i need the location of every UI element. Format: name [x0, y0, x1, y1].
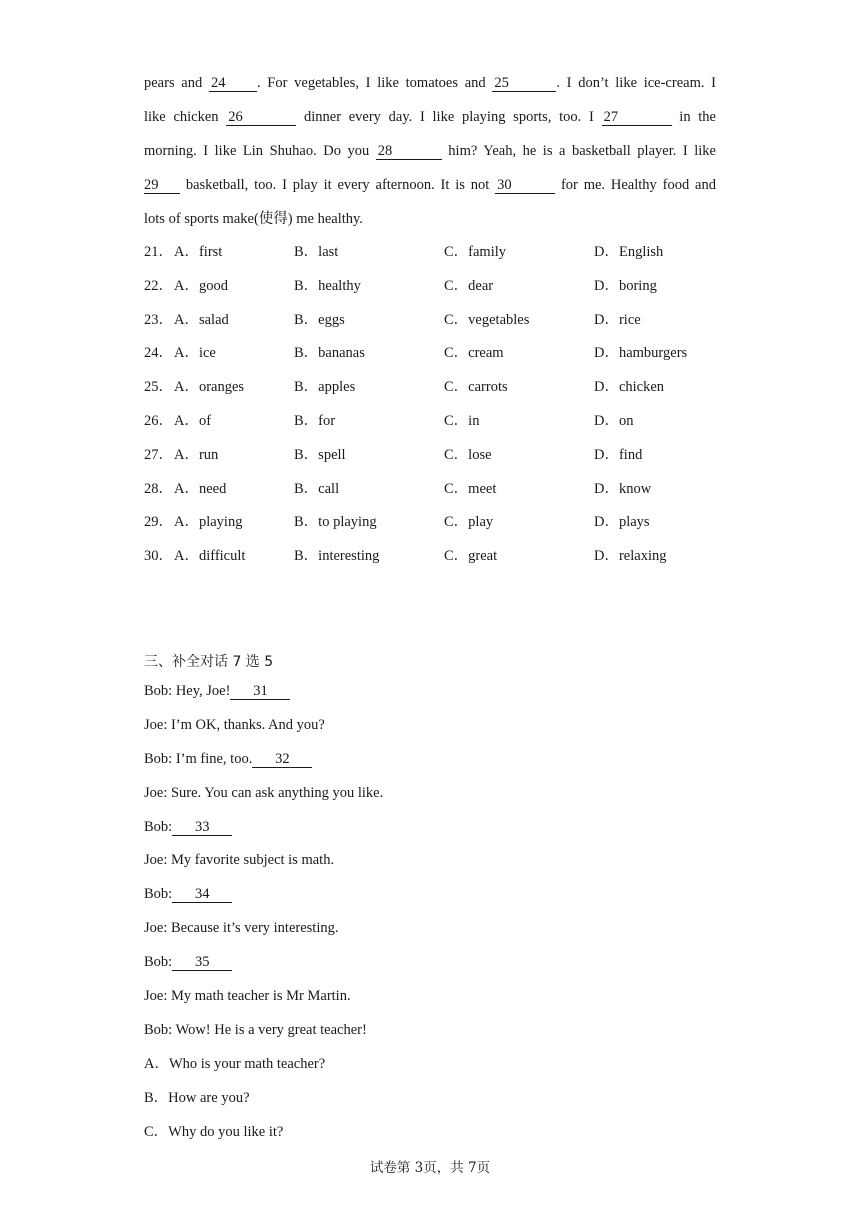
question-row [144, 404, 744, 438]
option-a: A．of [174, 412, 212, 429]
option-d: D．find [594, 446, 643, 463]
option-a: A．oranges [174, 379, 245, 396]
question-number: 25． [144, 379, 173, 396]
page-footer: 试卷第 3页，共 7页 [369, 1160, 491, 1176]
dialog-line [144, 708, 716, 742]
option-b: B．healthy [294, 277, 361, 294]
option-b: B．interesting [294, 548, 380, 565]
option-a: A．salad [174, 311, 229, 328]
dialog-line [144, 877, 716, 911]
passage-line [144, 168, 716, 202]
dialog-text: Bob: Hey, Joe! [144, 683, 231, 699]
passage-text: basketball, too. I play it every afternoon. It is not [180, 177, 496, 193]
dialog-line [144, 742, 716, 776]
question-row [144, 370, 744, 404]
option-a: A．first [174, 244, 223, 260]
option-a: A．need [174, 480, 227, 497]
passage-text: for me. Healthy food and [555, 177, 716, 193]
dialog-line [144, 945, 716, 979]
option-a: A．good [174, 277, 228, 294]
dialog-text: Joe: I’m OK, thanks. And you? [144, 716, 325, 733]
question-row [144, 505, 744, 539]
dialog-text: Joe: Sure. You can ask anything you like. [144, 784, 384, 801]
option-b: B．eggs [294, 311, 345, 328]
dialog-line [144, 674, 716, 708]
option-d: D．chicken [594, 379, 665, 396]
blank-26: 26 [226, 109, 296, 126]
passage-text: like chicken [144, 109, 227, 125]
option-d: D．rice [594, 311, 641, 328]
dialog-line [144, 979, 716, 1013]
blank-24: 24 [209, 75, 257, 92]
question-row [144, 438, 744, 472]
question-row [144, 336, 744, 370]
dialog-line [144, 1081, 716, 1115]
dialog-text: Bob: [144, 818, 173, 835]
dialog-line [144, 911, 716, 945]
dialog-text: Bob: Wow! He is a very great teacher! [144, 1021, 367, 1038]
passage-line [144, 66, 716, 100]
option-d: D．on [594, 412, 634, 429]
option-c: C．cream [444, 345, 504, 362]
dialog-line [144, 843, 716, 877]
blank-32: 32 [252, 751, 312, 768]
question-row [144, 539, 744, 573]
question-number: 28． [144, 480, 173, 497]
dialog-line [144, 1115, 716, 1149]
option-d: D．relaxing [594, 548, 667, 565]
passage-text: dinner every day. I like playing sports, too. I [296, 109, 602, 125]
option-c: C．vegetables [444, 311, 530, 328]
dialog-text: Joe: My math teacher is Mr Martin. [144, 988, 351, 1005]
dialog-line [144, 776, 716, 810]
option-b: B．to playing [294, 514, 377, 531]
option-c: C．play [444, 514, 494, 531]
option-a: A．ice [174, 345, 216, 362]
blank-34: 34 [172, 886, 232, 903]
option-c: C．great [444, 548, 498, 565]
question-number: 26． [144, 412, 173, 429]
passage-line [144, 100, 716, 134]
option-b: B．call [294, 480, 340, 497]
question-number: 30． [144, 548, 173, 565]
blank-29: 29 [144, 177, 180, 194]
option-a: A．difficult [174, 548, 246, 565]
option-c: C．family [444, 244, 507, 260]
passage-text: him? Yeah, he is a basketball player. I like [441, 143, 716, 159]
blank-27: 27 [602, 109, 672, 126]
option-b: B．spell [294, 446, 346, 463]
option-d: D．English [594, 244, 664, 260]
option-d: D．hamburgers [594, 345, 688, 362]
dialog-line [144, 1047, 716, 1081]
question-number: 23． [144, 311, 173, 328]
cloze-passage [144, 66, 716, 236]
blank-25: 25 [492, 75, 556, 92]
option-b: B．last [294, 244, 339, 260]
blank-35: 35 [172, 954, 232, 971]
option-d: D．know [594, 480, 652, 497]
dialog-section [144, 674, 716, 1148]
dialog-line [144, 810, 716, 844]
option-d: D．plays [594, 514, 650, 531]
blank-28: 28 [376, 143, 442, 160]
dialog-text: Bob: [144, 886, 173, 903]
blank-33: 33 [172, 819, 232, 836]
dialog-text: Joe: Because it’s very interesting. [144, 920, 339, 937]
dialog-line [144, 1013, 716, 1047]
question-row [144, 472, 744, 506]
dialog-text: Joe: My favorite subject is math. [144, 852, 335, 869]
passage-text: . I don’t like ice-cream. I [556, 75, 717, 91]
option-d: D．boring [594, 277, 657, 294]
dialog-text: Bob: [144, 954, 173, 971]
passage-text: pears and [144, 75, 209, 91]
blank-31: 31 [230, 683, 290, 700]
question-options [144, 235, 744, 573]
option-a: A．playing [174, 514, 243, 531]
blank-30: 30 [495, 177, 555, 194]
question-number: 24． [144, 345, 173, 362]
dialog-text: B．How are you? [144, 1089, 250, 1106]
dialog-text: A．Who is your math teacher? [144, 1055, 326, 1072]
option-c: C．meet [444, 480, 497, 497]
passage-text: morning. I like Lin Shuhao. Do you [144, 143, 376, 159]
option-c: C．in [444, 412, 480, 429]
option-b: B．for [294, 412, 336, 429]
option-c: C．dear [444, 277, 494, 294]
section-title: 三、补全对话 7 选 5 [144, 654, 274, 670]
question-number: 22． [144, 277, 173, 294]
question-number: 27． [144, 446, 173, 463]
option-c: C．lose [444, 446, 492, 463]
passage-text: in the [671, 109, 716, 125]
question-row [144, 235, 744, 269]
question-row [144, 303, 744, 337]
question-row [144, 269, 744, 303]
passage-text: . For vegetables, I like tomatoes and [256, 75, 493, 91]
option-b: B．bananas [294, 345, 365, 362]
option-c: C．carrots [444, 379, 508, 396]
question-number: 21． [144, 244, 173, 260]
option-a: A．run [174, 446, 219, 463]
passage-line [144, 134, 716, 168]
option-b: B．apples [294, 379, 356, 396]
dialog-text: Bob: I’m fine, too. [144, 750, 253, 767]
question-number: 29． [144, 514, 173, 531]
passage-line: lots of sports make(使得) me healthy. [144, 211, 363, 227]
dialog-text: C．Why do you like it? [144, 1123, 284, 1140]
